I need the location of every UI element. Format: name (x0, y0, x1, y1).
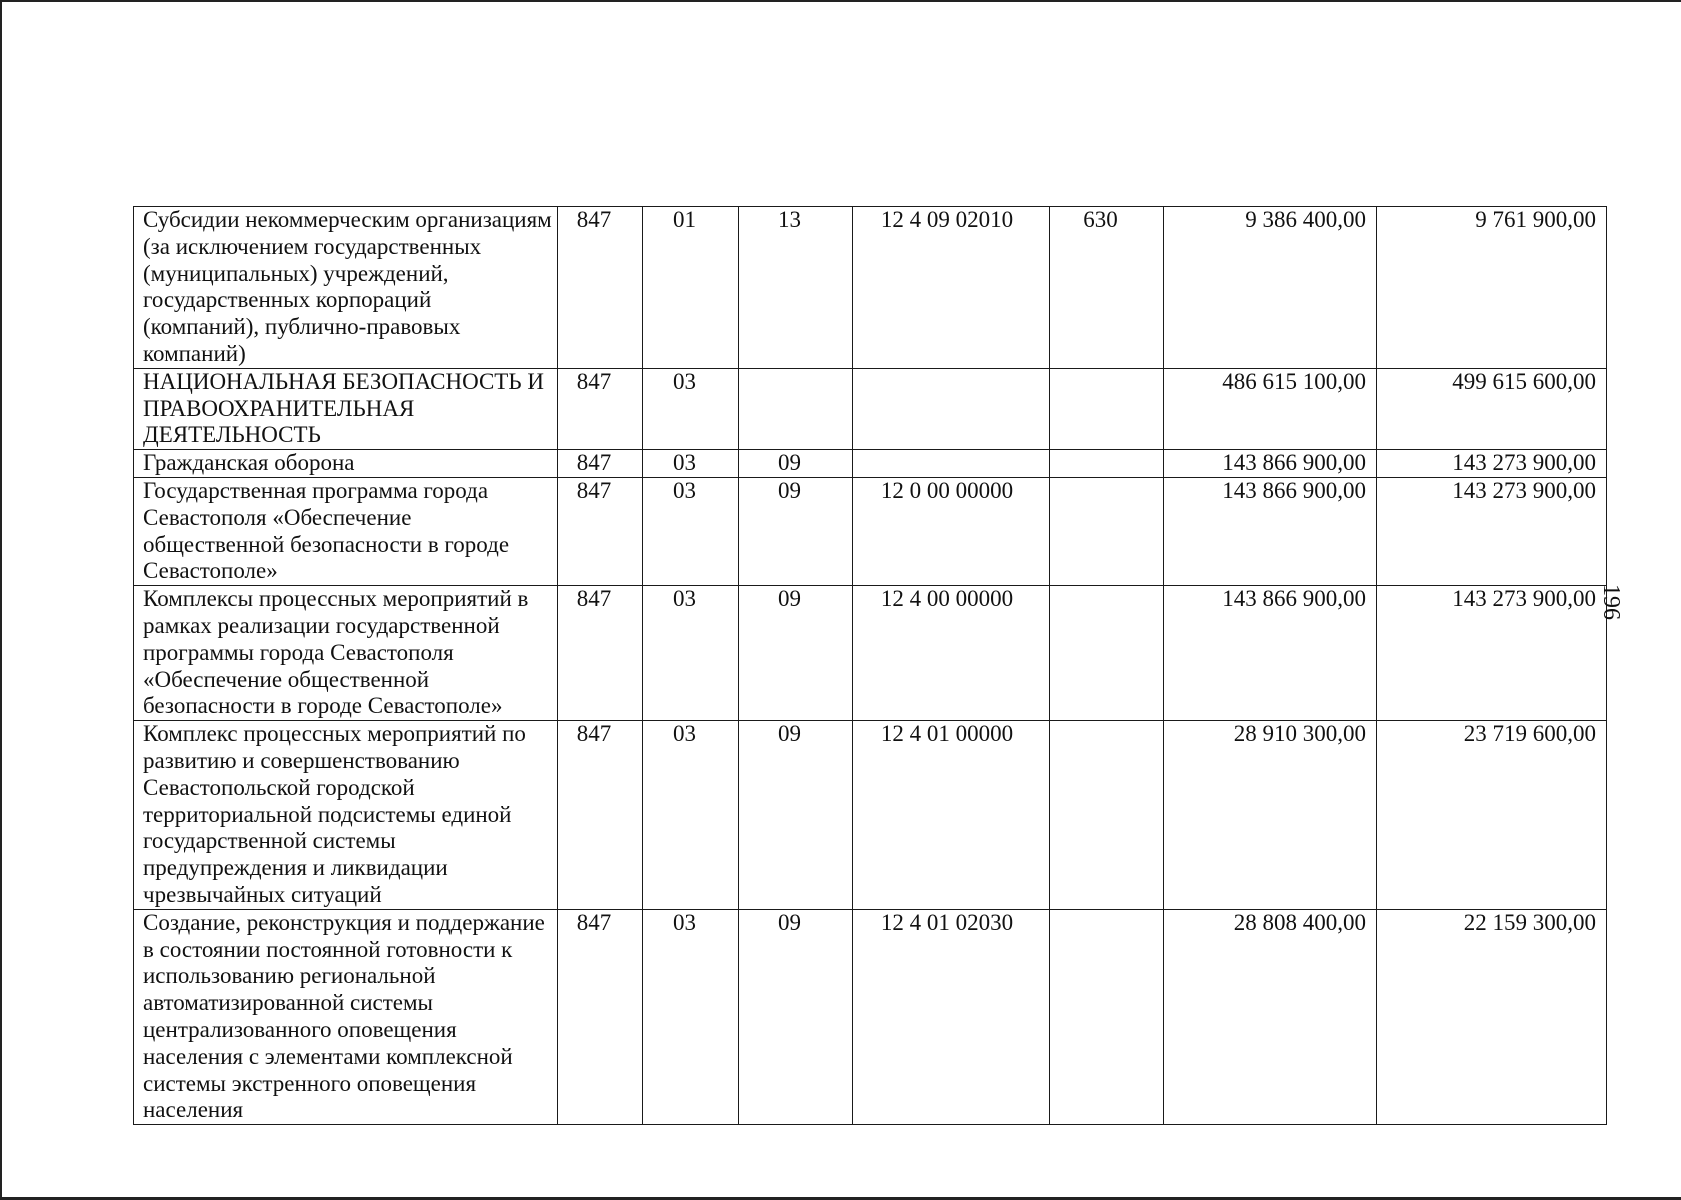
table-row (134, 721, 1607, 910)
grbs-code: 847 (558, 721, 643, 910)
section-code: 01 (643, 207, 739, 369)
amount-year-1: 143 866 900,00 (1164, 450, 1377, 478)
amount-year-1: 143 866 900,00 (1164, 477, 1377, 585)
row-name: Субсидии некоммерческим организациям (за исключением государственных (муниципальных) учреждений, государственных корпораций (компаний), публично-правовых компаний) (134, 207, 558, 369)
table-row (134, 207, 1607, 369)
expense-type-code (1050, 450, 1164, 478)
section-code: 03 (643, 909, 739, 1124)
row-name: Комплексы процессных мероприятий в рамках реализации государственной программы города Севастополя «Обеспечение общественной безопасности в городе Севастополе» (134, 586, 558, 721)
row-name: НАЦИОНАЛЬНАЯ БЕЗОПАСНОСТЬ И ПРАВООХРАНИТЕЛЬНАЯ ДЕЯТЕЛЬНОСТЬ (134, 368, 558, 449)
amount-year-2: 143 273 900,00 (1377, 450, 1607, 478)
expense-type-code (1050, 586, 1164, 721)
expense-type-code: 630 (1050, 207, 1164, 369)
amount-year-2: 9 761 900,00 (1377, 207, 1607, 369)
subsection-code (739, 368, 853, 449)
subsection-code: 13 (739, 207, 853, 369)
page-number-wrap (1596, 584, 1626, 632)
subsection-code: 09 (739, 586, 853, 721)
row-name: Гражданская оборона (134, 450, 558, 478)
grbs-code: 847 (558, 207, 643, 369)
row-name: Комплекс процессных мероприятий по развитию и совершенствованию Севастопольской городской территориальной подсистемы единой государственной системы предупреждения и ликвидации чрезвычайных ситуаций (134, 721, 558, 910)
target-article-code: 12 4 01 00000 (853, 721, 1050, 910)
subsection-code: 09 (739, 909, 853, 1124)
amount-year-1: 28 910 300,00 (1164, 721, 1377, 910)
grbs-code: 847 (558, 368, 643, 449)
section-code: 03 (643, 450, 739, 478)
table-row (134, 586, 1607, 721)
section-code: 03 (643, 368, 739, 449)
target-article-code: 12 4 09 02010 (853, 207, 1050, 369)
amount-year-2: 143 273 900,00 (1377, 477, 1607, 585)
amount-year-1: 143 866 900,00 (1164, 586, 1377, 721)
grbs-code: 847 (558, 586, 643, 721)
expense-type-code (1050, 368, 1164, 449)
amount-year-1: 28 808 400,00 (1164, 909, 1377, 1124)
amount-year-1: 9 386 400,00 (1164, 207, 1377, 369)
expense-type-code (1050, 721, 1164, 910)
amount-year-2: 23 719 600,00 (1377, 721, 1607, 910)
section-code: 03 (643, 586, 739, 721)
table-row (134, 477, 1607, 585)
subsection-code: 09 (739, 477, 853, 585)
target-article-code (853, 368, 1050, 449)
amount-year-2: 22 159 300,00 (1377, 909, 1607, 1124)
table-row (134, 450, 1607, 478)
expense-type-code (1050, 477, 1164, 585)
section-code: 03 (643, 721, 739, 910)
target-article-code: 12 0 00 00000 (853, 477, 1050, 585)
amount-year-1: 486 615 100,00 (1164, 368, 1377, 449)
section-code: 03 (643, 477, 739, 585)
grbs-code: 847 (558, 450, 643, 478)
row-name: Создание, реконструкция и поддержание в состоянии постоянной готовности к использованию региональной автоматизированной системы централизованного оповещения населения с элементами комплексной системы экстренного оповещения населения (134, 909, 558, 1124)
page-number: 196 (1598, 584, 1624, 620)
amount-year-2: 143 273 900,00 (1377, 586, 1607, 721)
row-name: Государственная программа города Севастополя «Обеспечение общественной безопасности в городе Севастополе» (134, 477, 558, 585)
target-article-code: 12 4 01 02030 (853, 909, 1050, 1124)
target-article-code (853, 450, 1050, 478)
target-article-code: 12 4 00 00000 (853, 586, 1050, 721)
budget-table (133, 206, 1607, 1125)
table-row (134, 368, 1607, 449)
table-row (134, 909, 1607, 1124)
amount-year-2: 499 615 600,00 (1377, 368, 1607, 449)
subsection-code: 09 (739, 450, 853, 478)
expense-type-code (1050, 909, 1164, 1124)
grbs-code: 847 (558, 909, 643, 1124)
grbs-code: 847 (558, 477, 643, 585)
subsection-code: 09 (739, 721, 853, 910)
